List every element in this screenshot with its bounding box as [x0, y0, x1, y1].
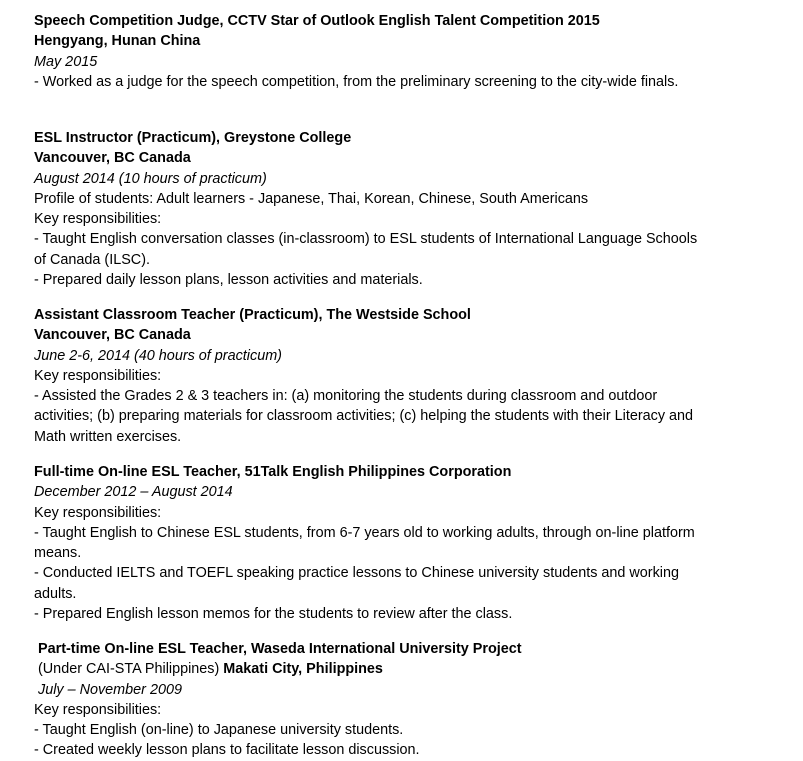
entry-line: Key responsibilities: [34, 211, 162, 228]
entry-line: - Taught English (on-line) to Japanese university students. [34, 722, 404, 739]
entry-location: Vancouver, BC Canada [34, 150, 191, 167]
entry-title: Speech Competition Judge, CCTV Star of Outlook English Talent Competition 2015 [34, 13, 600, 29]
entry-line: - Taught English conversation classes (in-classroom) to ESL students of International Language Schools [34, 231, 698, 248]
entry-line: - Conducted IELTS and TOEFL speaking practice lessons to Chinese university students and working [34, 565, 679, 582]
entry-line: means. [34, 545, 82, 562]
entry-line: - Assisted the Grades 2 & 3 teachers in: (a) monitoring the students during classroom and outdoor [34, 388, 658, 405]
entry-line: Math written exercises. [34, 428, 182, 445]
entry-location: Hengyang, Hunan China [34, 33, 201, 50]
entry-line: Key responsibilities: [34, 701, 162, 718]
entry-line: activities; (b) preparing materials for classroom activities; (c) helping the students with their Literacy and [34, 408, 694, 425]
entry-line: - Worked as a judge for the speech competition, from the preliminary screening to the city-wide finals. [34, 73, 679, 90]
entry-date: August 2014 (10 hours of practicum) [34, 170, 267, 187]
entry-line: - Taught English to Chinese ESL students, from 6-7 years old to working adults, through on-line platform [34, 524, 695, 541]
entry-title: Part-time On-line ESL Teacher, Waseda International University Project [38, 641, 522, 657]
entry-date: July – November 2009 [38, 681, 182, 698]
entry-location-line [34, 659, 794, 679]
entry-line: - Prepared English lesson memos for the students to review after the class. [34, 606, 513, 623]
entry-title: Full-time On-line ESL Teacher, 51Talk English Philippines Corporation [34, 464, 512, 480]
entry-line: Profile of students: Adult learners - Japanese, Thai, Korean, Chinese, South Americans [34, 190, 589, 207]
experience-entry [34, 305, 794, 447]
experience-entry [34, 462, 794, 624]
experience-entry [34, 128, 794, 290]
entry-line: adults. [34, 585, 77, 602]
entry-title: ESL Instructor (Practicum), Greystone College [34, 130, 352, 146]
entry-line: Key responsibilities: [34, 367, 162, 384]
entry-date: June 2-6, 2014 (40 hours of practicum) [34, 347, 282, 364]
entry-location-prefix: (Under CAI-STA Philippines) [38, 661, 220, 678]
entry-line: - Created weekly lesson plans to facilitate lesson discussion. [34, 742, 420, 759]
entry-date: May 2015 [34, 53, 98, 70]
entry-line: of Canada (ILSC). [34, 251, 150, 268]
experience-entry [34, 639, 794, 761]
entry-title: Assistant Classroom Teacher (Practicum), The Westside School [34, 307, 471, 323]
entry-date: December 2012 – August 2014 [34, 484, 233, 501]
entry-location: Vancouver, BC Canada [34, 327, 191, 344]
experience-entry [34, 11, 794, 92]
entry-location: Makati City, Philippines [223, 661, 383, 678]
entry-line: Key responsibilities: [34, 504, 162, 521]
entry-line: - Prepared daily lesson plans, lesson activities and materials. [34, 272, 423, 289]
